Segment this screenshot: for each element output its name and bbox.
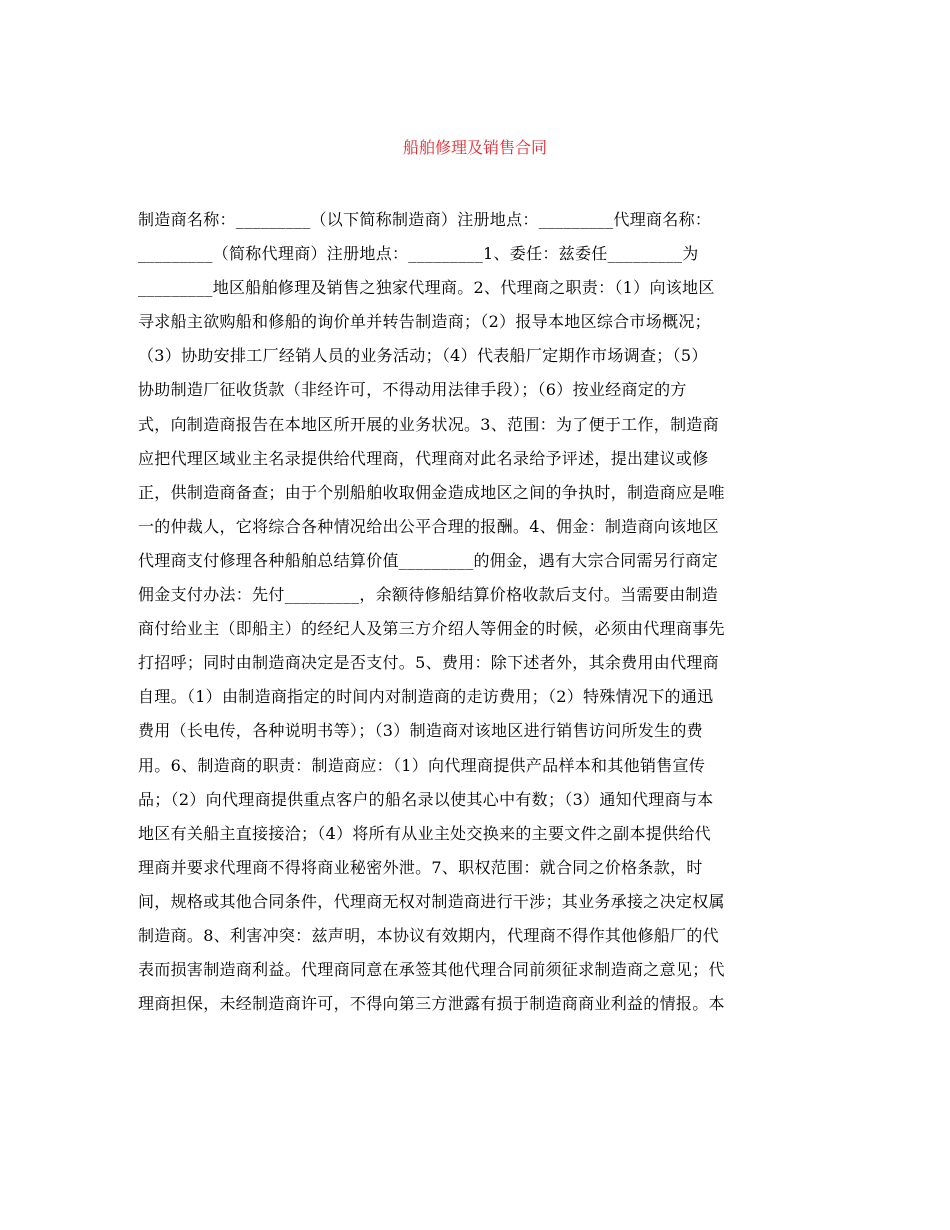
- body-line: _________地区船舶修理及销售之独家代理商。2、代理商之职责：（1）向该地区: [138, 278, 715, 298]
- body-line: 佣金支付办法：先付_________，余额待修船结算价格收款后支付。当需要由制造: [138, 585, 719, 605]
- body-line: 一的仲裁人，它将综合各种情况给出公平合理的报酬。4、佣金：制造商向该地区: [138, 516, 719, 536]
- body-line: 理商并要求代理商不得将商业秘密外泄。7、职权范围：就合同之价格条款，时: [138, 857, 703, 877]
- body-line: 理商担保，未经制造商许可，不得向第三方泄露有损于制造商商业利益的情报。本: [138, 994, 725, 1014]
- body-line: 表而损害制造商利益。代理商同意在承签其他代理合同前须征求制造商之意见；代: [138, 960, 725, 980]
- body-line: 制造商名称：_________（以下简称制造商）注册地点：_________代理商名称：: [138, 210, 712, 229]
- body-line: 式，向制造商报告在本地区所开展的业务状况。3、范围：为了便于工作，制造商: [138, 414, 719, 434]
- body-line: 制造商。8、利害冲突：兹声明，本协议有效期内，代理商不得作其他修船厂的代: [138, 925, 719, 945]
- body-line: 用。6、制造商的职责：制造商应：（1）向代理商提供产品样本和其他销售宣传: [138, 755, 706, 775]
- body-line: 商付给业主（即船主）的经纪人及第三方介绍人等佣金的时候，必须由代理商事先: [138, 619, 725, 639]
- body-line: 寻求船主欲购船和修船的询价单并转告制造商；（2）报导本地区综合市场概况；: [138, 312, 711, 332]
- body-line: （3）协助安排工厂经销人员的业务活动；（4）代表船厂定期作市场调查；（5）: [138, 346, 708, 366]
- body-line: 应把代理区域业主名录提供给代理商，代理商对此名录给予评述，提出建议或修: [138, 448, 709, 468]
- document-title: 船舶修理及销售合同: [402, 138, 547, 157]
- body-line: 正，供制造商备查；由于个别船舶收取佣金造成地区之间的争执时，制造商应是唯: [138, 482, 725, 502]
- body-line: 品；（2）向代理商提供重点客户的船名录以使其心中有数；（3）通知代理商与本: [138, 789, 714, 809]
- body-line: 打招呼；同时由制造商决定是否支付。5、费用：除下述者外，其余费用由代理商: [138, 653, 719, 673]
- body-line: 费用（长电传，各种说明书等）；（3）制造商对该地区进行销售访问所发生的费: [138, 721, 703, 741]
- body-line: 协助制造厂征收货款（非经许可，不得动用法律手段）；（6）按业经商定的方: [138, 380, 687, 400]
- body-line: 代理商支付修理各种船舶总结算价值_________的佣金，遇有大宗合同需另行商定: [138, 550, 719, 570]
- body-line: 地区有关船主直接接洽；（4）将所有从业主处交换来的主要文件之副本提供给代: [138, 823, 711, 843]
- body-line: 自理。（1）由制造商指定的时间内对制造商的走访费用；（2）特殊情况下的通迅: [138, 687, 714, 707]
- body-line: 间，规格或其他合同条件，代理商无权对制造商进行干涉；其业务承接之决定权属: [138, 891, 725, 911]
- document-body: [138, 206, 818, 1024]
- body-line: _________（简称代理商）注册地点：_________1、委任：兹委任_________为: [138, 244, 699, 264]
